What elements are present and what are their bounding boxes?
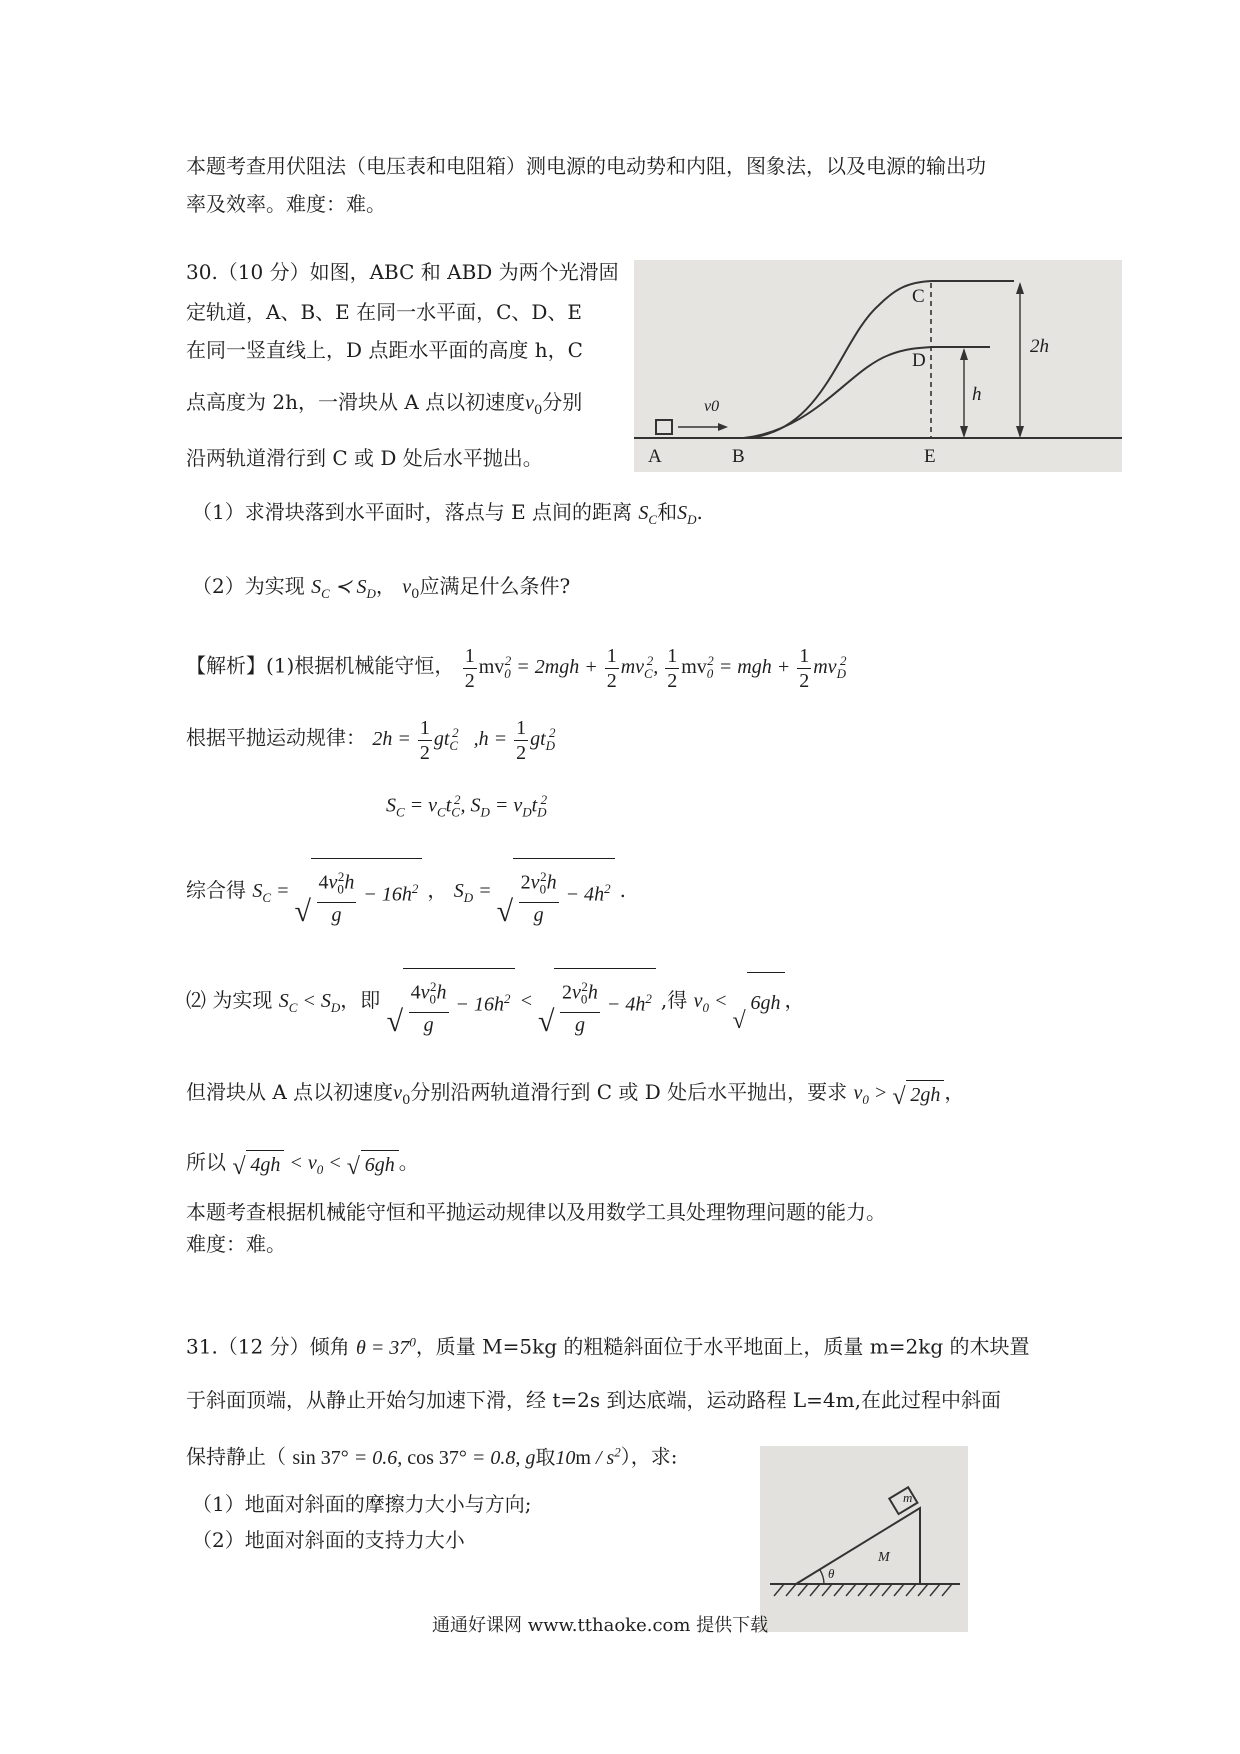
label-e: E [924,446,936,467]
label-a: A [648,446,662,467]
q31-line-3-a: 保持静止（ [186,1444,286,1469]
label-d: D [912,350,926,371]
q30-sub-1-and: 和 [657,500,678,524]
q30-track-diagram [634,260,1122,472]
solution-4-text: 综合得 [186,878,246,903]
solution-1-text: (1)根据机械能守恒， [266,653,455,678]
q30-summary-1: 本题考查根据机械能守恒和平抛运动规律以及用数学工具处理物理问题的能力。 [186,1200,886,1224]
solution-line-3: $S_C = v_Ct_C^2$, $S_D = v_Dt_D^2$ [386,792,548,820]
q31-sub-1: （1）地面对斜面的摩擦力大小与方向; [192,1492,532,1516]
q30-summary-2: 难度：难。 [186,1232,286,1256]
q31-incline-diagram [760,1446,968,1632]
label-b: B [732,446,745,467]
solution-line-1: 【解析】(1)根据机械能守恒， $\frac{1}{2}$ $mv_0^2 = 2mgh$ + $\frac{1}{2}$ $mv_C^2$, $\frac{1}{2}$ $mv_0^2$ = mgh + $\frac{1}{2}$ $mv_D^2$ [186,644,847,692]
q31-line-1-a: 31.（12 分）倾角 [186,1334,350,1359]
q30-stem-1: 30.（10 分）如图，ABC 和 ABD 为两个光滑固 [186,260,619,284]
label-h: h [972,384,982,405]
q30-stem-3: 在同一竖直线上，D 点距水平面的高度 h，C [186,338,583,362]
q30-sub-2-text: （2）为实现 [192,574,305,598]
solution-6-text-a: 但滑块从 A 点以初速度 [186,1080,394,1104]
label-2h: 2h [1030,336,1049,357]
solution-5-text-c: ,得 [660,988,688,1013]
intro-line-1: 本题考查用伏阻法（电压表和电阻箱）测电源的电动势和内阻，图象法，以及电源的输出功 [186,154,986,178]
q31-line-3: 保持静止（ sin 37° = 0.6, cos 37° = 0.8, g取$10m / s^2$），求: [186,1444,678,1469]
solution-5-text-a: ⑵ 为实现 [186,988,273,1013]
q31-line-1-b: ，质量 M=5kg 的粗糙斜面位于水平地面上，质量 m=2kg 的木块置 [415,1334,1030,1359]
solution-line-2: 根据平抛运动规律： 2h = $\frac{1}{2}$ $gt_C^2$ ,h = $\frac{1}{2}$ $gt_D^2$ [186,716,556,764]
q30-sub-1-text: （1）求滑块落到水平面时，落点与 E 点间的距离 [192,500,633,524]
solution-line-4: 综合得 $S_C$ = √ $\frac{4v_0^2h}{g}$ − $16h^2$ ， $S_D$ = √ $\frac{2v_0^2h}{g}$ − $4h^2$ . [186,858,626,928]
solution-7-text: 所以 [186,1150,226,1174]
label-M: M [878,1550,890,1565]
solution-head: 【解析】 [186,653,266,678]
solution-2-text: 根据平抛运动规律： [186,725,366,750]
label-theta: θ [828,1566,835,1581]
q31-sub-2: （2）地面对斜面的支持力大小 [192,1528,465,1552]
solution-6-text-b: 分别沿两轨道滑行到 C 或 D 处后水平抛出，要求 [410,1080,848,1104]
q30-sub-2-tail: 应满足什么条件? [419,574,571,598]
q30-stem-4-tail: 分别 [542,390,583,414]
solution-line-7: 所以 √ $4gh < v_0$ < √ 6gh 。 [186,1150,419,1180]
q30-stem-4: 点高度为 2h，一滑块从 A 点以初速度$v_0$分别 [186,390,583,418]
solution-line-6: 但滑块从 A 点以初速度$v_0$分别沿两轨道滑行到 C 或 D 处后水平抛出，要求 $v_0$ > √ 2gh ， [186,1080,965,1110]
page-footer: 通通好课网 www.tthaoke.com 提供下载 [432,1615,769,1636]
intro-line-2: 率及效率。难度：难。 [186,192,386,216]
solution-line-5: ⑵ 为实现 $S_C < S_D$，即 √ $\frac{4v_0^2h}{g}$ − $16h^2$ < √ $\frac{2v_0^2h}{g}$ − $4h^2$ ,得 $v_0$ < √ 6gh ， [186,968,805,1038]
label-m: m [903,1490,913,1505]
q30-stem-5: 沿两轨道滑行到 C 或 D 处后水平抛出。 [186,446,543,470]
q30-stem-4-text: 点高度为 2h，一滑块从 A 点以初速度 [186,390,526,414]
q31-line-2: 于斜面顶端，从静止开始匀加速下滑，经 t=2s 到达底端，运动路程 L=4m,在此过程中斜面 [186,1388,1001,1412]
label-c: C [912,286,925,307]
label-v0: v0 [704,398,720,415]
q30-sub-2: （2）为实现 $S_C$ ≺ $S_D$， $v_0$应满足什么条件? [192,574,571,602]
q31-line-3-b: ），求: [620,1444,678,1469]
solution-5-text-b: ，即 [340,988,381,1013]
q30-sub-1: （1）求滑块落到水平面时，落点与 E 点间的距离 $S_C$和$S_D$. [192,500,703,527]
q30-stem-2: 定轨道，A、B、E 在同一水平面，C、D、E [186,300,583,324]
q31-line-1: 31.（12 分）倾角 $\theta = 37^0$，质量 M=5kg 的粗糙斜面位于水平地面上，质量 m=2kg 的木块置 [186,1334,1030,1359]
